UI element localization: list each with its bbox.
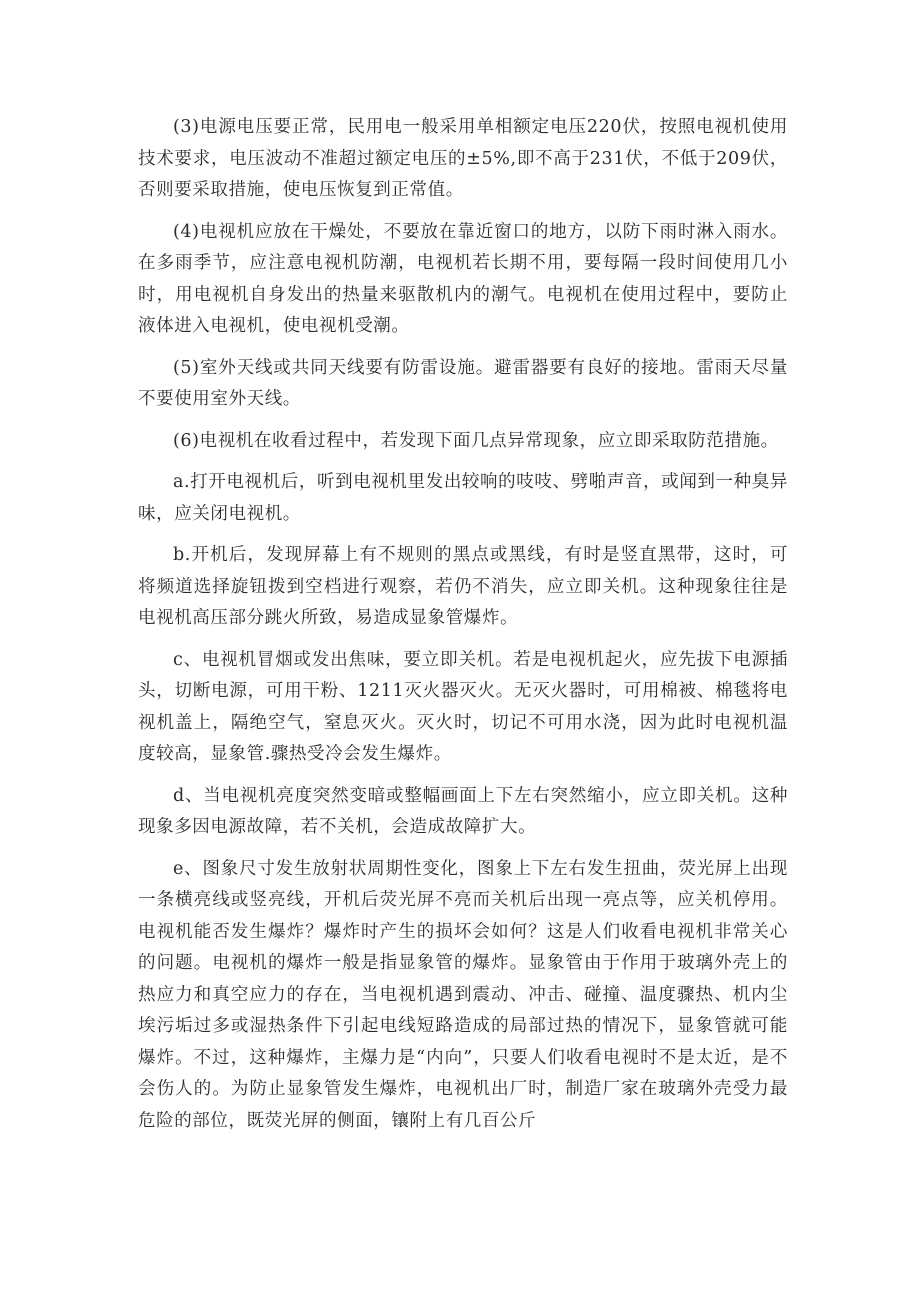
paragraph-abnormal-intro: (6)电视机在收看过程中，若发现下面几点异常现象，应立即采取防范措施。: [173, 430, 779, 451]
paragraph-item-a: a.打开电视机后，听到电视机里发出较响的吱吱、劈啪声音，或闻到一种臭异味，应关闭电视机。: [138, 472, 788, 524]
paragraph-lightning: (5)室外天线或共同天线要有防雷设施。避雷器要有良好的接地。雷雨天尽量不要使用室外天线。: [138, 357, 788, 409]
paragraph-moisture: (4)电视机应放在干燥处，不要放在靠近窗口的地方，以防下雨时淋入雨水。在多雨季节，应注意电视机防潮，电视机若长期不用，要每隔一段时间使用几小时，用电视机自身发出的热量来驱散机内的潮气。电视机在使用过程中，要防止液体进入电视机，使电视机受潮。: [138, 221, 788, 336]
paragraph-item-e: e、图象尺寸发生放射状周期性变化，图象上下左右发生扭曲，荧光屏上出现一条横亮线或竖亮线，开机后荧光屏不亮而关机后出现一亮点等，应关机停用。电视机能否发生爆炸？爆炸时产生的损坏会如何？这是人们收看电视机非常关心的问题。电视机的爆炸一般是指显象管的爆炸。显象管由于作用于玻璃外壳上的热应力和真空应力的存在，当电视机遇到震动、冲击、碰撞、温度骤热、机内尘埃污垢过多或湿热条件下引起电线短路造成的局部过热的情况下，显象管就可能爆炸。不过，这种爆炸，主爆力是“内向”，只要人们收看电视时不是太近，是不会伤人的。为防止显象管发生爆炸，电视机出厂时，制造厂家在玻璃外壳受力最危险的部位，既荧光屏的侧面，镶附上有几百公斤: [138, 858, 788, 1131]
document-body: [138, 112, 788, 1147]
paragraph-item-b: b.开机后，发现屏幕上有不规则的黑点或黑线，有时是竖直黑带，这时，可将频道选择旋钮拨到空档进行观察，若仍不消失，应立即关机。这种现象往往是电视机高压部分跳火所致，易造成显象管爆炸。: [138, 545, 788, 628]
paragraph-item-c: c、电视机冒烟或发出焦味，要立即关机。若是电视机起火，应先拔下电源插头，切断电源，可用干粉、1211灭火器灭火。无灭火器时，可用棉被、棉毯将电视机盖上，隔绝空气，窒息灭火。灭火时，切记不可用水浇，因为此时电视机温度较高，显象管.骤热受冷会发生爆炸。: [138, 649, 788, 764]
paragraph-power-voltage: (3)电源电压要正常，民用电一般采用单相额定电压220伏，按照电视机使用技术要求，电压波动不准超过额定电压的±5%,即不高于231伏，不低于209伏，否则要采取措施，使电压恢复到正常值。: [138, 117, 788, 200]
paragraph-item-d: d、当电视机亮度突然变暗或整幅画面上下左右突然缩小，应立即关机。这种现象多因电源故障，若不关机，会造成故障扩大。: [138, 785, 788, 837]
